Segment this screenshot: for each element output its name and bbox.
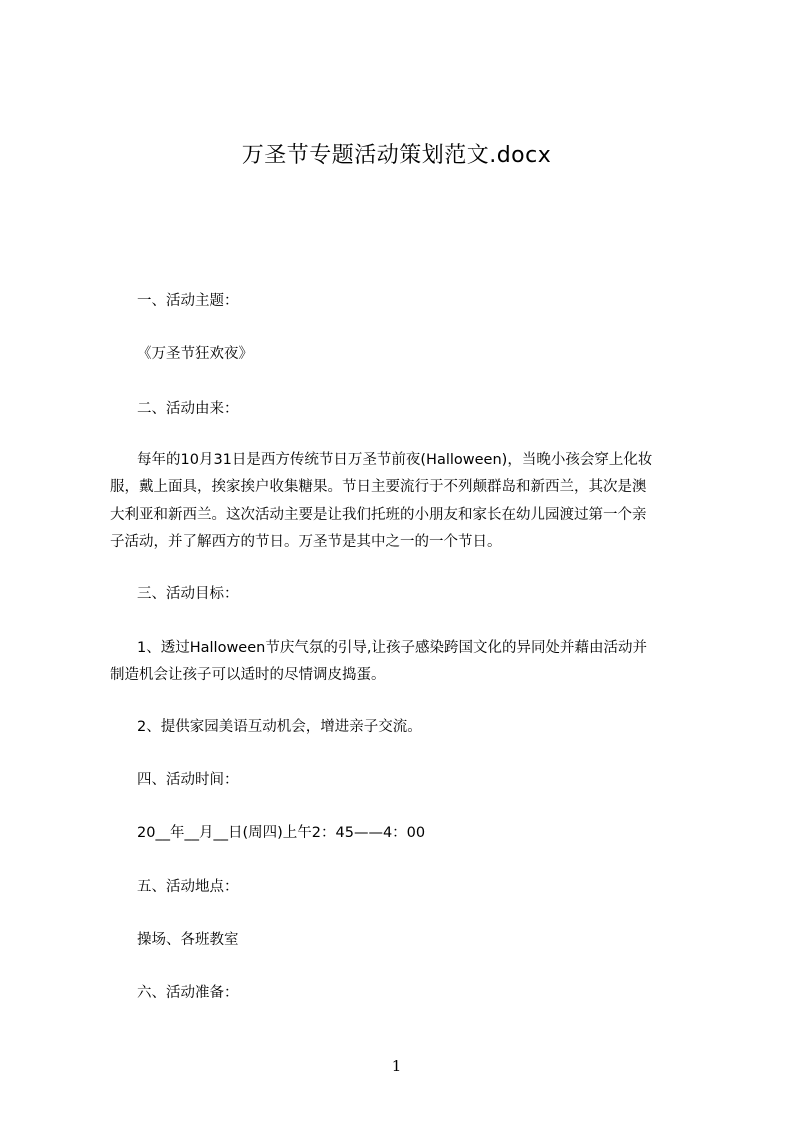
origin-paragraph-line: 每年的10月31日是西方传统节日万圣节前夜(Halloween)，当晚小孩会穿上化妆: [137, 452, 653, 468]
activity-location-text: 操场、各班教室: [137, 932, 239, 948]
heading-activity-location: 五、活动地点：: [137, 879, 239, 895]
heading-activity-time: 四、活动时间：: [137, 772, 239, 788]
origin-paragraph-line: 大利亚和新西兰。这次活动主要是让我们托班的小朋友和家长在幼儿园渡过第一个亲: [110, 507, 647, 523]
goal-item-2: 2、提供家园美语互动机会，增进亲子交流。: [137, 719, 422, 735]
heading-activity-goals: 三、活动目标：: [137, 586, 239, 602]
page-number: 1: [391, 1057, 402, 1075]
goal-paragraph-line: 1、透过Halloween节庆气氛的引导,让孩子感染跨国文化的异同处并藉由活动并: [137, 640, 647, 656]
activity-theme-text: 《万圣节狂欢夜》: [137, 346, 253, 362]
heading-activity-origin: 二、活动由来：: [137, 401, 239, 417]
origin-paragraph-line: 子活动，并了解西方的节日。万圣节是其中之一的一个节日。: [110, 534, 502, 550]
goal-paragraph-line: 制造机会让孩子可以适时的尽情调皮捣蛋。: [110, 667, 386, 683]
heading-activity-preparation: 六、活动准备：: [137, 985, 239, 1001]
heading-activity-theme: 一、活动主题：: [137, 293, 239, 309]
activity-time-text: 20__年__月__日(周四)上午2：45——4：00: [137, 825, 426, 841]
document-title: 万圣节专题活动策划范文.docx: [241, 143, 552, 168]
origin-paragraph-line: 服，戴上面具，挨家挨户收集糖果。节日主要流行于不列颠群岛和新西兰，其次是澳: [110, 479, 647, 495]
